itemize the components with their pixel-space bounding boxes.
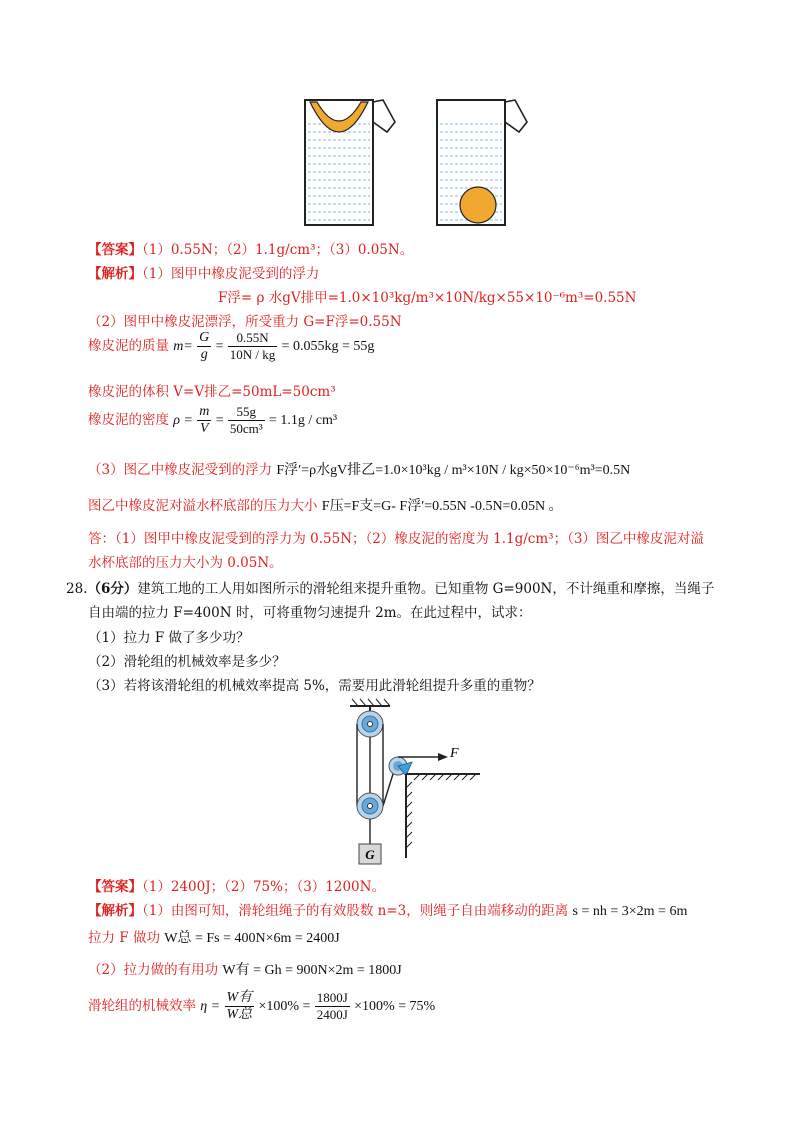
q27-pressure: 图乙中橡皮泥对溢水杯底部的压力大小 F压=F支=G- F浮′=0.55N -0.5N=0.05N 。 (88, 498, 563, 514)
q27-analysis-3: （3）图乙中橡皮泥受到的浮力 F浮′=ρ水gV排乙=1.0×10³kg / m³×10N / kg×50×10⁻⁶m³=0.5N (88, 462, 631, 478)
mass-frac-2: $\frac{0.55N}{10N / kg}$ (229, 330, 276, 362)
plasticine-bowl (310, 102, 368, 132)
q27-analysis-1: 【解析】（1）图甲中橡皮泥受到的浮力 (88, 266, 320, 282)
wall-bracket (406, 774, 480, 858)
weight-G (359, 844, 381, 864)
q28-analysis-1: 【解析】（1）由图可知，滑轮组绳子的有效股数 n=3，则绳子自由端移动的距离 s = nh = 3×2m = 6m (88, 903, 688, 919)
q28-stem-1: 28.（6分）建筑工地的工人用如图所示的滑轮组来提升重物。已知重物 G=900N，不计绳重和摩擦，当绳子 (66, 581, 715, 597)
fixed-pulley (357, 711, 383, 737)
force-F-label: F (450, 746, 459, 761)
mass-frac-1: $\frac{G}{g}$ (199, 330, 210, 362)
q28-answer: 【答案】（1）2400J；（2）75%；（3）1200N。 (88, 879, 385, 895)
pulley-system-figure (340, 698, 490, 868)
q27-volume: 橡皮泥的体积 V=V排乙=50mL=50cm³ (88, 384, 336, 400)
q28-sub-3: （3）若将该滑轮组的机械效率提高 5%，需要用此滑轮组提升多重的重物？ (88, 678, 541, 694)
q27-buoyancy-formula: F浮= ρ 水gV排甲=1.0×10³kg/m³×10N/kg×55×10⁻⁶m³=0.55N (218, 290, 637, 306)
q27-conclusion-2: 水杯底部的压力大小为 0.05N。 (88, 555, 283, 571)
q27-answer: 【答案】（1）0.55N；（2）1.1g/cm³；（3）0.05N。 (88, 242, 414, 258)
q28-sub-2: （2）滑轮组的机械效率是多少？ (88, 654, 286, 670)
q28-efficiency: 滑轮组的机械效率 η = $\frac{\text{W有}}{\text{W总}}$ ×100% = $\frac{1800J}{2400J}$ ×100% = 75% (88, 990, 436, 1022)
q27-conclusion-1: 答：（1）图甲中橡皮泥受到的浮力为 0.55N；（2）橡皮泥的密度为 1.1g/cm³；（3）图乙中橡皮泥对溢 (88, 531, 704, 547)
cup-jia (305, 100, 395, 225)
q28-sub-1: （1）拉力 F 做了多少功？ (88, 630, 250, 646)
plasticine-ball (460, 187, 496, 223)
movable-pulley (357, 793, 383, 819)
weight-G-label: G (365, 847, 375, 862)
overflow-cups-figure (295, 92, 535, 232)
ceiling (350, 699, 390, 706)
q27-density-row: 橡皮泥的密度 ρ = $\frac{m}{V}$ = $\frac{55g}{\text{50cm³}}$ = 1.1g / cm³ (88, 404, 338, 436)
q28-work: 拉力 F 做功 W总 = Fs = 400N×6m = 2400J (88, 930, 340, 946)
q28-stem-2: 自由端的拉力 F=400N 时，可将重物匀速提升 2m。在此过程中，试求： (88, 605, 532, 621)
q28-analysis-2: （2）拉力做的有用功 W有 = Gh = 900N×2m = 1800J (88, 962, 402, 978)
q27-mass-row: 橡皮泥的质量 m= $\frac{G}{g}$ = $\frac{0.55N}{10N / kg}$ = 0.055kg = 55g (88, 330, 375, 362)
q27-analysis-2: （2）图甲中橡皮泥漂浮，所受重力 G=F浮=0.55N (88, 314, 402, 330)
cup-yi (437, 100, 527, 225)
